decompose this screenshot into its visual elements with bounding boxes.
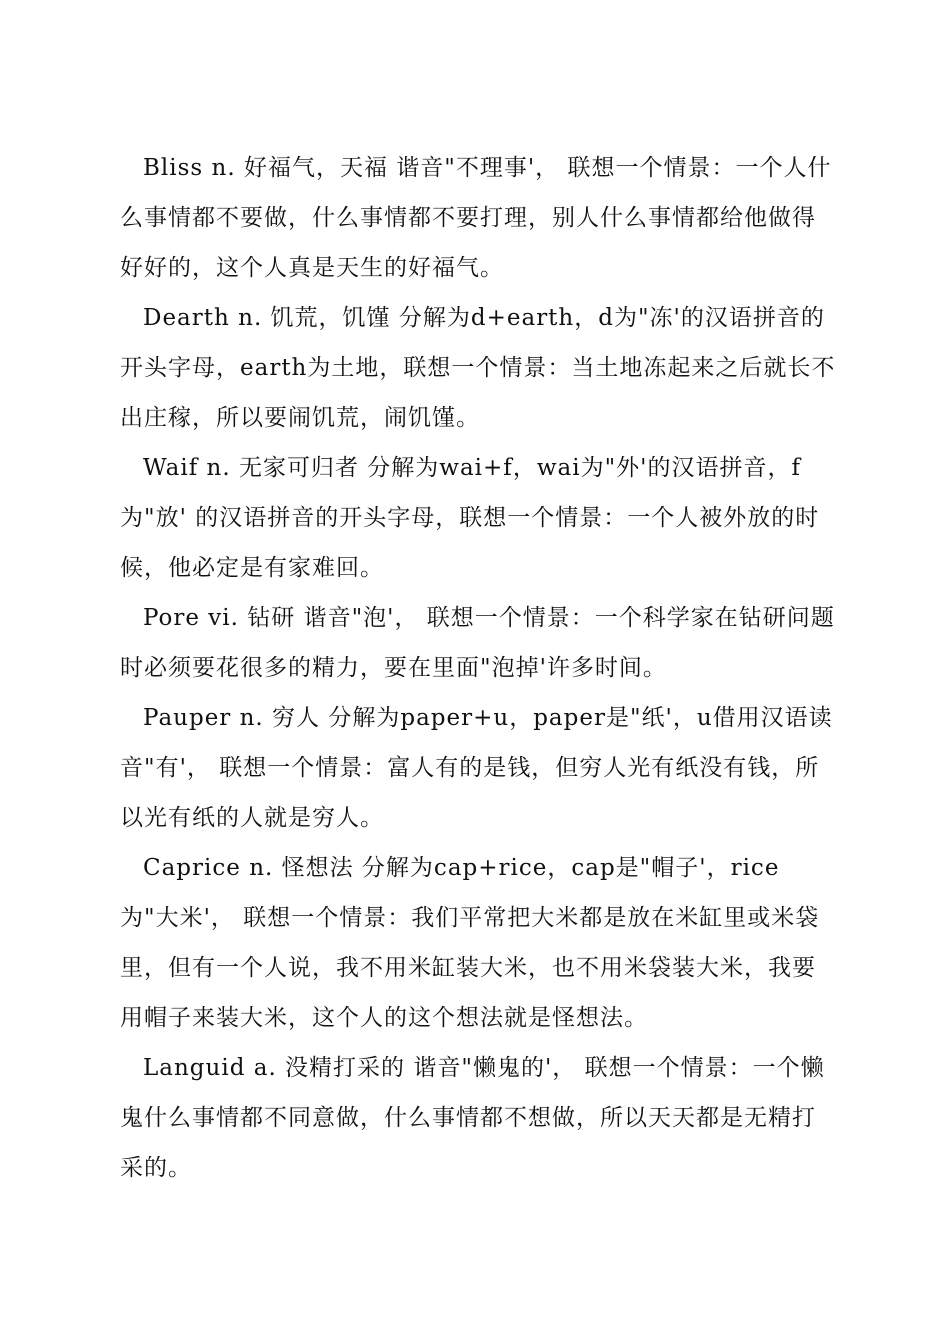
entry-caprice: Caprice n. 怪想法 分解为cap+rice，cap是"帽子'，rice为"大米'， 联想一个情景：我们平常把大米都是放在米缸里或米袋里，但有一个人说，我不用米缸装大米，也不用米袋装大米，我要用帽子来装大米，这个人的这个想法就是怪想法。: [120, 855, 820, 1031]
entry-pore: Pore vi. 钻研 谐音"泡'， 联想一个情景：一个科学家在钻研问题时必须要花很多的精力，要在里面"泡掉'许多时间。: [120, 605, 835, 681]
entry-bliss: Bliss n. 好福气，天福 谐音"不理事'， 联想一个情景：一个人什么事情都不要做，什么事情都不要打理，别人什么事情都给他做得好好的，这个人真是天生的好福气。: [120, 155, 832, 281]
entry-waif: Waif n. 无家可归者 分解为wai+f，wai为"外'的汉语拼音，f为"放' 的汉语拼音的开头字母，联想一个情景：一个人被外放的时候，他必定是有家难回。: [120, 455, 820, 581]
entry-pauper: Pauper n. 穷人 分解为paper+u，paper是"纸'，u借用汉语读音"有'， 联想一个情景：富人有的是钱，但穷人光有纸没有钱，所以光有纸的人就是穷人。: [120, 705, 833, 831]
entry-languid: Languid a. 没精打采的 谐音"懒鬼的'， 联想一个情景：一个懒鬼什么事情都不同意做，什么事情都不想做，所以天天都是无精打采的。: [120, 1055, 825, 1181]
document-body: [120, 143, 836, 1193]
entry-dearth: Dearth n. 饥荒，饥馑 分解为d+earth，d为"冻'的汉语拼音的开头字母，earth为土地，联想一个情景：当土地冻起来之后就长不出庄稼，所以要闹饥荒，闹饥馑。: [120, 305, 836, 431]
